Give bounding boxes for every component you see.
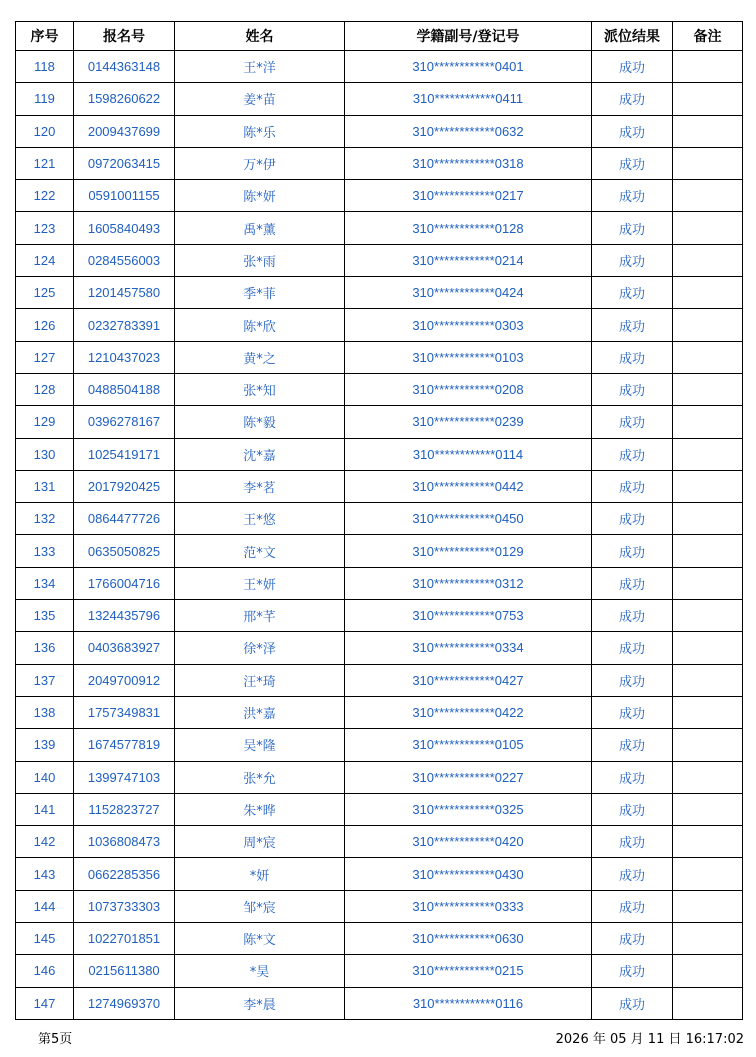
cell-remark	[673, 244, 743, 276]
cell-name: 万*伊	[175, 147, 345, 179]
cell-reg-no: 1598260622	[74, 83, 175, 115]
cell-student-id: 310************0420	[345, 826, 592, 858]
cell-remark	[673, 180, 743, 212]
header-remark: 备注	[673, 22, 743, 51]
cell-reg-no: 1201457580	[74, 277, 175, 309]
cell-result: 成功	[592, 858, 673, 890]
cell-remark	[673, 729, 743, 761]
cell-result: 成功	[592, 664, 673, 696]
table-row	[16, 244, 743, 276]
cell-name: 洪*嘉	[175, 696, 345, 728]
cell-name: 汪*琦	[175, 664, 345, 696]
cell-remark	[673, 51, 743, 83]
table-row	[16, 83, 743, 115]
cell-seq: 143	[16, 858, 74, 890]
cell-seq: 121	[16, 147, 74, 179]
results-table	[15, 21, 743, 1020]
header-seq: 序号	[16, 22, 74, 51]
table-row	[16, 309, 743, 341]
cell-result: 成功	[592, 955, 673, 987]
cell-result: 成功	[592, 83, 673, 115]
cell-remark	[673, 567, 743, 599]
cell-student-id: 310************0424	[345, 277, 592, 309]
cell-seq: 134	[16, 567, 74, 599]
cell-result: 成功	[592, 180, 673, 212]
cell-result: 成功	[592, 535, 673, 567]
table-row	[16, 115, 743, 147]
cell-result: 成功	[592, 406, 673, 438]
cell-remark	[673, 793, 743, 825]
cell-remark	[673, 438, 743, 470]
header-row	[16, 22, 743, 51]
cell-seq: 136	[16, 632, 74, 664]
table-row	[16, 664, 743, 696]
cell-student-id: 310************0129	[345, 535, 592, 567]
cell-seq: 120	[16, 115, 74, 147]
table-header	[16, 22, 743, 51]
cell-remark	[673, 600, 743, 632]
cell-student-id: 310************0105	[345, 729, 592, 761]
cell-seq: 137	[16, 664, 74, 696]
cell-name: 陈*毅	[175, 406, 345, 438]
cell-name: 邹*宸	[175, 890, 345, 922]
cell-student-id: 310************0450	[345, 503, 592, 535]
cell-result: 成功	[592, 696, 673, 728]
cell-remark	[673, 955, 743, 987]
cell-student-id: 310************0430	[345, 858, 592, 890]
table-row	[16, 406, 743, 438]
cell-reg-no: 0215611380	[74, 955, 175, 987]
cell-reg-no: 0662285356	[74, 858, 175, 890]
cell-seq: 141	[16, 793, 74, 825]
cell-student-id: 310************0239	[345, 406, 592, 438]
cell-result: 成功	[592, 341, 673, 373]
cell-seq: 145	[16, 923, 74, 955]
cell-result: 成功	[592, 309, 673, 341]
cell-reg-no: 0232783391	[74, 309, 175, 341]
table-row	[16, 632, 743, 664]
cell-result: 成功	[592, 729, 673, 761]
header-student-id: 学籍副号/登记号	[345, 22, 592, 51]
cell-student-id: 310************0208	[345, 373, 592, 405]
cell-seq: 129	[16, 406, 74, 438]
cell-student-id: 310************0217	[345, 180, 592, 212]
cell-name: 徐*泽	[175, 632, 345, 664]
cell-remark	[673, 373, 743, 405]
cell-reg-no: 1274969370	[74, 987, 175, 1019]
cell-reg-no: 0591001155	[74, 180, 175, 212]
cell-result: 成功	[592, 470, 673, 502]
table-row	[16, 761, 743, 793]
cell-reg-no: 1152823727	[74, 793, 175, 825]
cell-student-id: 310************0325	[345, 793, 592, 825]
cell-student-id: 310************0442	[345, 470, 592, 502]
cell-remark	[673, 503, 743, 535]
page-number: 第5页	[38, 1032, 73, 1047]
cell-remark	[673, 535, 743, 567]
table-row	[16, 826, 743, 858]
cell-name: 邢*芊	[175, 600, 345, 632]
cell-result: 成功	[592, 438, 673, 470]
cell-seq: 147	[16, 987, 74, 1019]
cell-seq: 146	[16, 955, 74, 987]
cell-name: 沈*嘉	[175, 438, 345, 470]
cell-result: 成功	[592, 244, 673, 276]
table-row	[16, 51, 743, 83]
table-row	[16, 696, 743, 728]
cell-name: 禹*薰	[175, 212, 345, 244]
cell-result: 成功	[592, 567, 673, 599]
cell-reg-no: 1073733303	[74, 890, 175, 922]
cell-result: 成功	[592, 503, 673, 535]
cell-name: *妍	[175, 858, 345, 890]
cell-remark	[673, 826, 743, 858]
cell-remark	[673, 147, 743, 179]
cell-student-id: 310************0632	[345, 115, 592, 147]
cell-remark	[673, 277, 743, 309]
cell-result: 成功	[592, 373, 673, 405]
cell-seq: 133	[16, 535, 74, 567]
cell-reg-no: 1766004716	[74, 567, 175, 599]
cell-student-id: 310************0227	[345, 761, 592, 793]
header-name: 姓名	[175, 22, 345, 51]
cell-reg-no: 1757349831	[74, 696, 175, 728]
cell-seq: 123	[16, 212, 74, 244]
table-row	[16, 438, 743, 470]
cell-student-id: 310************0630	[345, 923, 592, 955]
cell-name: 周*宸	[175, 826, 345, 858]
cell-reg-no: 1025419171	[74, 438, 175, 470]
cell-seq: 119	[16, 83, 74, 115]
cell-remark	[673, 890, 743, 922]
cell-name: 吴*隆	[175, 729, 345, 761]
table-row	[16, 729, 743, 761]
cell-result: 成功	[592, 212, 673, 244]
table-row	[16, 341, 743, 373]
cell-result: 成功	[592, 147, 673, 179]
cell-student-id: 310************0401	[345, 51, 592, 83]
cell-reg-no: 0403683927	[74, 632, 175, 664]
cell-name: 陈*文	[175, 923, 345, 955]
cell-seq: 122	[16, 180, 74, 212]
cell-reg-no: 0864477726	[74, 503, 175, 535]
cell-student-id: 310************0116	[345, 987, 592, 1019]
table-row	[16, 923, 743, 955]
cell-result: 成功	[592, 761, 673, 793]
cell-result: 成功	[592, 826, 673, 858]
cell-reg-no: 1674577819	[74, 729, 175, 761]
cell-name: 李*晨	[175, 987, 345, 1019]
cell-seq: 125	[16, 277, 74, 309]
cell-seq: 135	[16, 600, 74, 632]
cell-seq: 130	[16, 438, 74, 470]
cell-reg-no: 1022701851	[74, 923, 175, 955]
cell-seq: 118	[16, 51, 74, 83]
table-row	[16, 470, 743, 502]
cell-student-id: 310************0215	[345, 955, 592, 987]
cell-student-id: 310************0318	[345, 147, 592, 179]
cell-seq: 140	[16, 761, 74, 793]
cell-result: 成功	[592, 923, 673, 955]
cell-seq: 132	[16, 503, 74, 535]
cell-seq: 126	[16, 309, 74, 341]
cell-remark	[673, 664, 743, 696]
cell-remark	[673, 406, 743, 438]
cell-result: 成功	[592, 51, 673, 83]
cell-name: 朱*晔	[175, 793, 345, 825]
cell-name: 张*雨	[175, 244, 345, 276]
cell-result: 成功	[592, 793, 673, 825]
cell-seq: 142	[16, 826, 74, 858]
cell-remark	[673, 115, 743, 147]
cell-student-id: 310************0128	[345, 212, 592, 244]
cell-name: 王*悠	[175, 503, 345, 535]
cell-seq: 138	[16, 696, 74, 728]
cell-result: 成功	[592, 987, 673, 1019]
cell-seq: 127	[16, 341, 74, 373]
cell-result: 成功	[592, 600, 673, 632]
cell-reg-no: 0144363148	[74, 51, 175, 83]
cell-name: 陈*妍	[175, 180, 345, 212]
cell-student-id: 310************0103	[345, 341, 592, 373]
cell-student-id: 310************0214	[345, 244, 592, 276]
table-row	[16, 955, 743, 987]
cell-result: 成功	[592, 277, 673, 309]
cell-name: 王*洋	[175, 51, 345, 83]
cell-reg-no: 0284556003	[74, 244, 175, 276]
cell-name: 张*允	[175, 761, 345, 793]
cell-remark	[673, 696, 743, 728]
cell-remark	[673, 341, 743, 373]
cell-student-id: 310************0303	[345, 309, 592, 341]
cell-student-id: 310************0312	[345, 567, 592, 599]
cell-result: 成功	[592, 890, 673, 922]
table-row	[16, 277, 743, 309]
cell-reg-no: 2009437699	[74, 115, 175, 147]
cell-student-id: 310************0422	[345, 696, 592, 728]
cell-name: 季*菲	[175, 277, 345, 309]
table-row	[16, 373, 743, 405]
cell-reg-no: 2049700912	[74, 664, 175, 696]
cell-name: 张*知	[175, 373, 345, 405]
cell-student-id: 310************0334	[345, 632, 592, 664]
header-reg-no: 报名号	[74, 22, 175, 51]
cell-reg-no: 1036808473	[74, 826, 175, 858]
cell-reg-no: 0396278167	[74, 406, 175, 438]
cell-reg-no: 2017920425	[74, 470, 175, 502]
cell-name: 姜*苗	[175, 83, 345, 115]
cell-reg-no: 0635050825	[74, 535, 175, 567]
cell-reg-no: 1399747103	[74, 761, 175, 793]
table-row	[16, 212, 743, 244]
cell-remark	[673, 923, 743, 955]
table-row	[16, 987, 743, 1019]
cell-seq: 131	[16, 470, 74, 502]
cell-name: 王*妍	[175, 567, 345, 599]
table-row	[16, 600, 743, 632]
cell-reg-no: 0488504188	[74, 373, 175, 405]
cell-seq: 144	[16, 890, 74, 922]
cell-remark	[673, 987, 743, 1019]
table-row	[16, 535, 743, 567]
cell-student-id: 310************0411	[345, 83, 592, 115]
cell-name: 陈*欣	[175, 309, 345, 341]
table-row	[16, 147, 743, 179]
table-row	[16, 567, 743, 599]
cell-student-id: 310************0114	[345, 438, 592, 470]
table-body	[16, 51, 743, 1020]
print-datetime: 2026 年 05 月 11 日 16:17:02	[555, 1032, 744, 1047]
cell-reg-no: 1324435796	[74, 600, 175, 632]
cell-remark	[673, 632, 743, 664]
cell-name: 李*茗	[175, 470, 345, 502]
cell-seq: 139	[16, 729, 74, 761]
cell-reg-no: 0972063415	[74, 147, 175, 179]
cell-name: 陈*乐	[175, 115, 345, 147]
header-result: 派位结果	[592, 22, 673, 51]
cell-student-id: 310************0333	[345, 890, 592, 922]
cell-result: 成功	[592, 632, 673, 664]
cell-reg-no: 1605840493	[74, 212, 175, 244]
table-row	[16, 890, 743, 922]
cell-name: 范*文	[175, 535, 345, 567]
cell-name: *昊	[175, 955, 345, 987]
cell-reg-no: 1210437023	[74, 341, 175, 373]
table-row	[16, 793, 743, 825]
cell-seq: 124	[16, 244, 74, 276]
cell-remark	[673, 858, 743, 890]
table-row	[16, 503, 743, 535]
cell-name: 黄*之	[175, 341, 345, 373]
table-row	[16, 180, 743, 212]
cell-remark	[673, 212, 743, 244]
cell-student-id: 310************0753	[345, 600, 592, 632]
table-row	[16, 858, 743, 890]
cell-remark	[673, 83, 743, 115]
cell-student-id: 310************0427	[345, 664, 592, 696]
cell-remark	[673, 761, 743, 793]
cell-remark	[673, 309, 743, 341]
cell-seq: 128	[16, 373, 74, 405]
cell-remark	[673, 470, 743, 502]
cell-result: 成功	[592, 115, 673, 147]
